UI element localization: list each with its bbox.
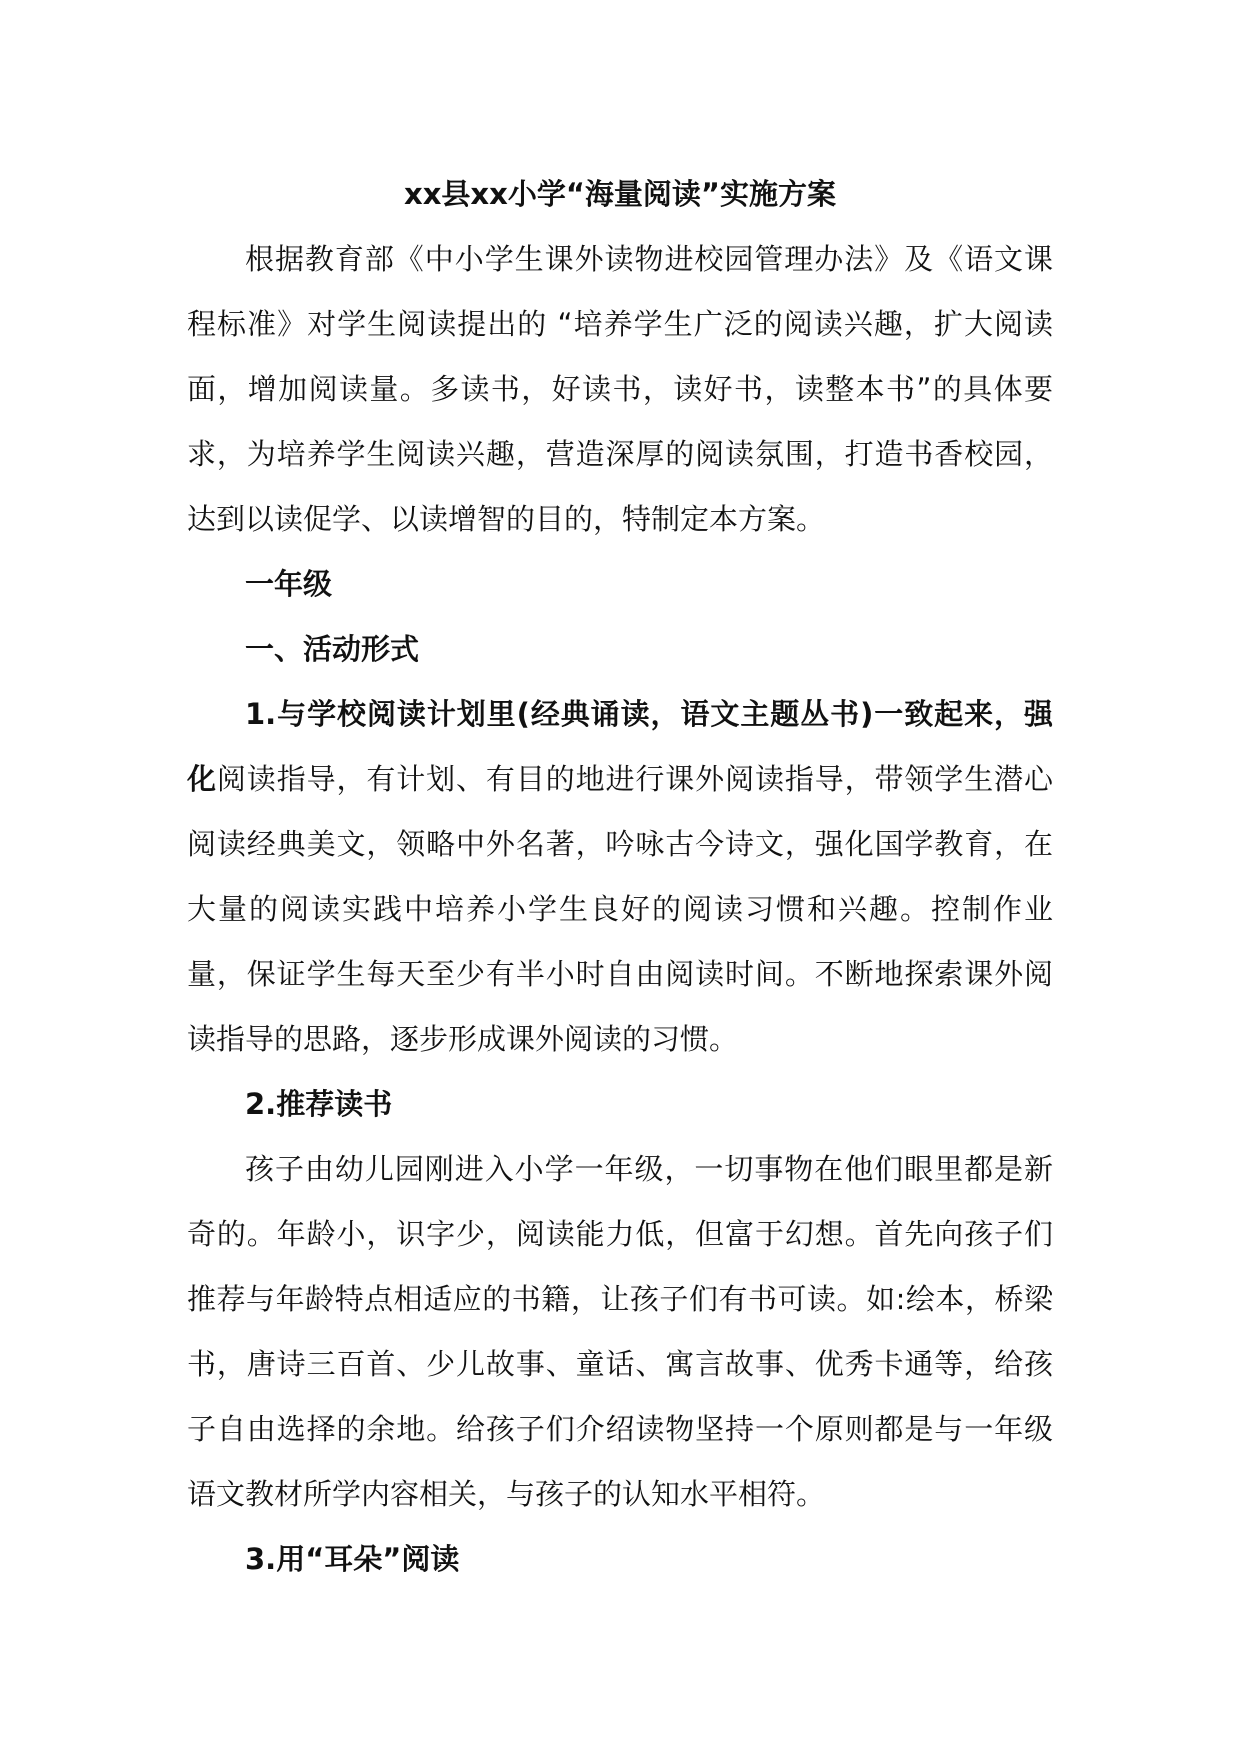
item3-heading: 3.用“耳朵”阅读 — [245, 1542, 460, 1576]
item1-bold-lead: 1.与学校阅读计划里(经典诵读，语文主题丛书)一致起来，强化 — [187, 697, 1053, 796]
grade-heading: 一年级 — [245, 567, 333, 601]
item2-heading: 2.推荐读书 — [245, 1087, 393, 1121]
item2-paragraph: 孩子由幼儿园刚进入小学一年级，一切事物在他们眼里都是新奇的。年龄小，识字少，阅读能力低，但富于幻想。首先向孩子们推荐与年龄特点相适应的书籍，让孩子们有书可读。如:绘本，桥梁书，唐诗三百首、少儿故事、童话、寓言故事、优秀卡通等，给孩子自由选择的余地。给孩子们介绍读物坚持一个原则都是与一年级语文教材所学内容相关，与孩子的认知水平相符。 — [187, 1152, 1053, 1511]
intro-paragraph: 根据教育部《中小学生课外读物进校园管理办法》及《语文课程标准》对学生阅读提出的 “培养学生广泛的阅读兴趣，扩大阅读面，增加阅读量。多读书，好读书，读好书，读整本书”的具体要求，为培养学生阅读兴趣，营造深厚的阅读氛围，打造书香校园，达到以读促学、以读增智的目的，特制定本方案。 — [187, 242, 1053, 536]
document-title: xx县xx小学“海量阅读”实施方案 — [404, 177, 836, 211]
item1-text: 阅读指导，有计划、有目的地进行课外阅读指导，带领学生潜心阅读经典美文，领略中外名著，吟咏古今诗文，强化国学教育，在大量的阅读实践中培养小学生良好的阅读习惯和兴趣。控制作业量，保证学生每天至少有半小时自由阅读时间。不断地探索课外阅读指导的思路，逐步形成课外阅读的习惯。 — [187, 762, 1053, 1056]
section-heading: 一、活动形式 — [245, 632, 420, 666]
item1-paragraph — [187, 682, 1053, 1072]
document-page — [187, 162, 1053, 1592]
